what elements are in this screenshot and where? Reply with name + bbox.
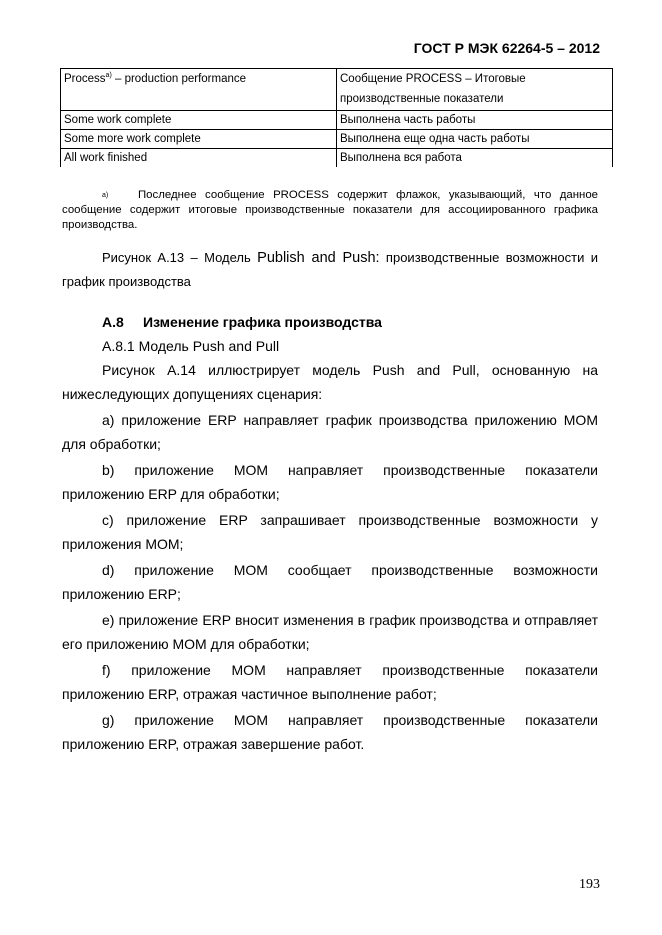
table-cell: All work finished — [61, 149, 337, 168]
caption-rest: производственные возможности и график производства — [62, 250, 598, 289]
cell-text: Process — [64, 73, 106, 85]
document-header: ГОСТ Р МЭК 62264-5 – 2012 — [413, 40, 600, 56]
table-row — [61, 130, 613, 149]
messages-table — [60, 68, 613, 167]
section-title: Изменение графика производства — [143, 314, 382, 330]
table-row — [61, 149, 613, 168]
list-item-a: a) приложение ERP направляет график производства приложению МОМ для обработки; — [62, 412, 598, 452]
body-text — [62, 358, 598, 758]
table-cell: Some more work complete — [61, 130, 337, 149]
page-number: 193 — [579, 877, 600, 892]
section-number: А.8 — [102, 314, 124, 330]
footnote-ref: a) — [105, 72, 112, 80]
table-footnote — [62, 188, 598, 233]
list-item-f: f) приложение МОМ направляет производственные показатели приложению ERP, отражая частичное выполнение работ; — [62, 662, 598, 702]
table-cell: Выполнена еще одна часть работы — [337, 130, 613, 149]
cell-text: производственные показатели — [340, 93, 504, 105]
list-item-e: e) приложение ERP вносит изменения в график производства и отправляет его приложению МОМ для обработки; — [62, 612, 598, 652]
cell-text: Сообщение PROCESS – Итоговые — [340, 73, 526, 85]
footnote-mark: a) — [102, 192, 109, 199]
footnote-text: Последнее сообщение PROCESS содержит флажок, указывающий, что данное сообщение содержит итоговые производственные показатели для ассоциированного графика производства. — [62, 189, 598, 231]
cell-text: – production performance — [111, 73, 247, 85]
figure-caption — [62, 246, 598, 294]
paragraph: Рисунок А.14 иллюстрирует модель Push and Pull, основанную на нижеследующих допущениях сценария: — [62, 362, 598, 402]
table-cell — [61, 69, 337, 111]
list-item-g: g) приложение МОМ направляет производственные показатели приложению ERP, отражая завершение работ. — [62, 712, 598, 752]
section-heading — [102, 310, 382, 334]
table-cell: Выполнена часть работы — [337, 111, 613, 130]
table-cell — [337, 69, 613, 111]
list-item-d: d) приложение МОМ сообщает производственные возможности приложению ERP; — [62, 562, 598, 602]
table-cell: Some work complete — [61, 111, 337, 130]
caption-model: Publish and Push: — [257, 250, 380, 266]
table-row — [61, 111, 613, 130]
subsection-heading: А.8.1 Модель Push and Pull — [102, 338, 280, 354]
list-item-c: c) приложение ERP запрашивает производственные возможности у приложения МОМ; — [62, 512, 598, 552]
caption-prefix: Рисунок А.13 – Модель — [102, 250, 251, 265]
table-row — [61, 69, 613, 111]
table-cell: Выполнена вся работа — [337, 149, 613, 168]
list-item-b: b) приложение МОМ направляет производственные показатели приложению ERP для обработки; — [62, 462, 598, 502]
